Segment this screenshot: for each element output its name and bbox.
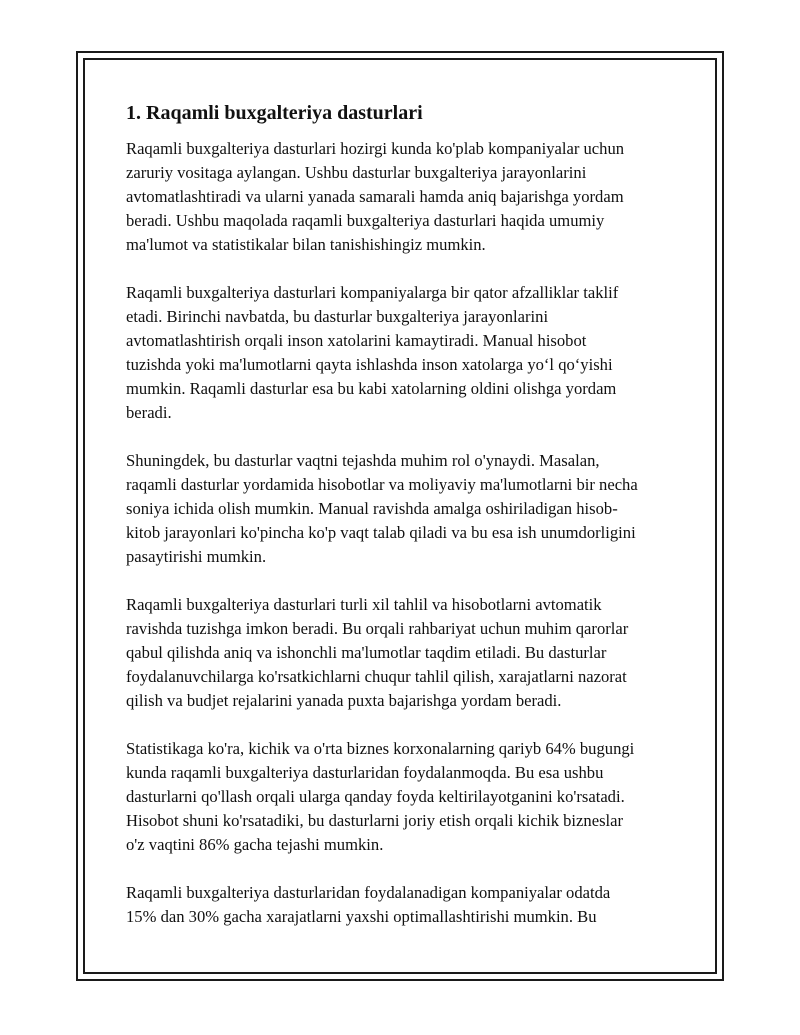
paragraph-1 bbox=[126, 137, 696, 257]
paragraph-6 bbox=[126, 881, 696, 929]
text-line: foydalanuvchilarga ko'rsatkichlarni chuqur tahlil qilish, xarajatlarni nazorat bbox=[126, 667, 627, 686]
text-line: kunda raqamli buxgalteriya dasturlaridan foydalanmoqda. Bu esa ushbu bbox=[126, 763, 604, 782]
text-line: dasturlarni qo'llash orqali ularga qanday foyda keltirilayotganini ko'rsatadi. bbox=[126, 787, 625, 806]
paragraph-2 bbox=[126, 281, 696, 425]
text-line: Raqamli buxgalteriya dasturlari hozirgi kunda ko'plab kompaniyalar uchun bbox=[126, 139, 625, 158]
text-line: avtomatlashtiradi va ularni yanada samarali hamda aniq bajarishga yordam bbox=[126, 187, 624, 206]
text-line: o'z vaqtini 86% gacha tejashi mumkin. bbox=[126, 835, 384, 854]
page-border-inner bbox=[83, 58, 717, 974]
text-line: qilish va budjet rejalarini yanada puxta bajarishga yordam beradi. bbox=[126, 691, 562, 710]
text-line: tuzishda yoki ma'lumotlarni qayta ishlashda inson xatolarga yo‘l qo‘yishi bbox=[126, 355, 613, 374]
text-line: Raqamli buxgalteriya dasturlari turli xil tahlil va hisobotlarni avtomatik bbox=[126, 595, 602, 614]
text-line: beradi. Ushbu maqolada raqamli buxgalteriya dasturlari haqida umumiy bbox=[126, 211, 605, 230]
paragraph-4 bbox=[126, 593, 696, 713]
section-heading: 1. Raqamli buxgalteriya dasturlari bbox=[126, 102, 423, 124]
text-line: ravishda tuzishga imkon beradi. Bu orqali rahbariyat uchun muhim qarorlar bbox=[126, 619, 629, 638]
text-line: mumkin. Raqamli dasturlar esa bu kabi xatolarning oldini olishga yordam bbox=[126, 379, 617, 398]
text-line: pasaytirishi mumkin. bbox=[126, 547, 267, 566]
text-line: ma'lumot va statistikalar bilan tanishishingiz mumkin. bbox=[126, 235, 486, 254]
paragraph-5 bbox=[126, 737, 696, 857]
text-line: 15% dan 30% gacha xarajatlarni yaxshi optimallashtirishi mumkin. Bu bbox=[126, 907, 597, 926]
text-line: qabul qilishda aniq va ishonchli ma'lumotlar taqdim etiladi. Bu dasturlar bbox=[126, 643, 607, 662]
page-border-outer bbox=[76, 51, 724, 981]
text-line: Statistikaga ko'ra, kichik va o'rta biznes korxonalarning qariyb 64% bugungi bbox=[126, 739, 635, 758]
text-line: etadi. Birinchi navbatda, bu dasturlar buxgalteriya jarayonlarini bbox=[126, 307, 549, 326]
text-line: Raqamli buxgalteriya dasturlaridan foydalanadigan kompaniyalar odatda bbox=[126, 883, 611, 902]
text-line: zaruriy vositaga aylangan. Ushbu dasturlar buxgalteriya jarayonlarini bbox=[126, 163, 587, 182]
text-line: Shuningdek, bu dasturlar vaqtni tejashda muhim rol o'ynaydi. Masalan, bbox=[126, 451, 600, 470]
text-line: beradi. bbox=[126, 403, 172, 422]
document-body bbox=[126, 100, 696, 953]
text-line: soniya ichida olish mumkin. Manual ravishda amalga oshiriladigan hisob- bbox=[126, 499, 618, 518]
text-line: avtomatlashtirish orqali inson xatolarini kamaytiradi. Manual hisobot bbox=[126, 331, 587, 350]
text-line: Raqamli buxgalteriya dasturlari kompaniyalarga bir qator afzalliklar taklif bbox=[126, 283, 619, 302]
paragraph-3 bbox=[126, 449, 696, 569]
text-line: raqamli dasturlar yordamida hisobotlar va moliyaviy ma'lumotlarni bir necha bbox=[126, 475, 638, 494]
text-line: kitob jarayonlari ko'pincha ko'p vaqt talab qiladi va bu esa ish unumdorligini bbox=[126, 523, 636, 542]
text-line: Hisobot shuni ko'rsatadiki, bu dasturlarni joriy etish orqali kichik bizneslar bbox=[126, 811, 624, 830]
